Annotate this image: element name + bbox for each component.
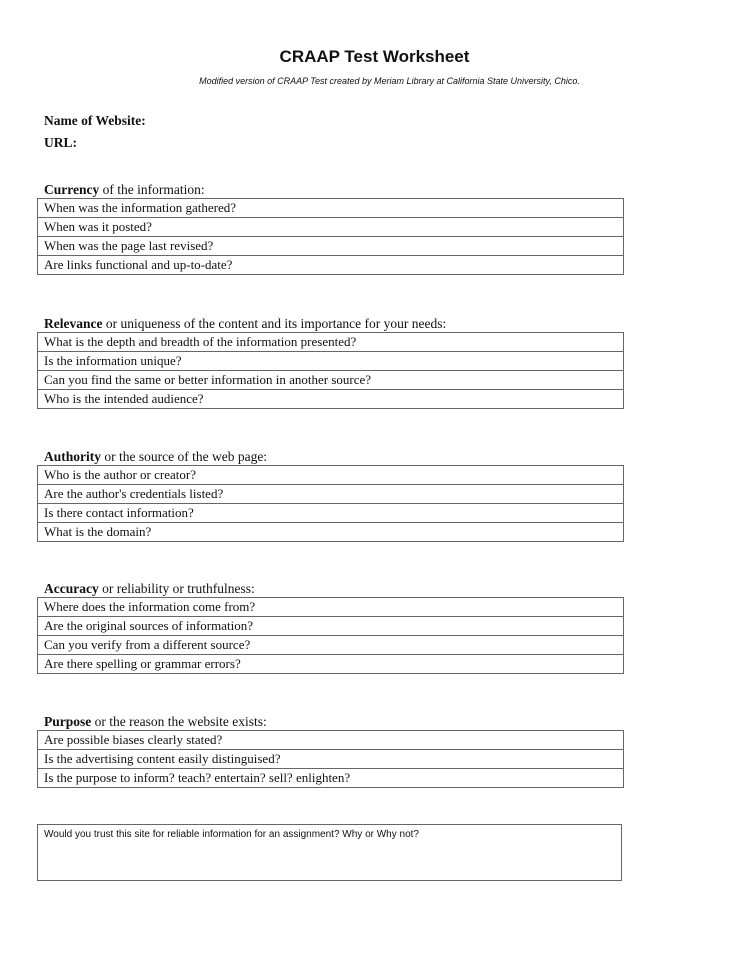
- table-row: [38, 333, 624, 352]
- section-heading: [37, 714, 624, 730]
- table-row: [38, 371, 624, 390]
- question-table: [37, 332, 624, 409]
- section-accuracy: [37, 581, 624, 674]
- table-row: [38, 485, 624, 504]
- question-cell[interactable]: Are there spelling or grammar errors?: [38, 655, 624, 674]
- question-cell[interactable]: Who is the intended audience?: [38, 390, 624, 409]
- table-row: [38, 769, 624, 788]
- table-row: [38, 617, 624, 636]
- question-cell[interactable]: What is the domain?: [38, 523, 624, 542]
- heading-keyword: Accuracy: [44, 581, 99, 596]
- heading-keyword: Currency: [44, 182, 100, 197]
- subtitle: Modified version of CRAAP Test created by Meriam Library at California State University, Chico.: [199, 76, 580, 86]
- question-cell[interactable]: Can you find the same or better information in another source?: [38, 371, 624, 390]
- question-cell[interactable]: Are links functional and up-to-date?: [38, 256, 624, 275]
- heading-text: or the reason the website exists:: [91, 714, 267, 729]
- question-cell[interactable]: Are possible biases clearly stated?: [38, 731, 624, 750]
- heading-text: of the information:: [99, 182, 205, 197]
- section-authority: [37, 449, 624, 542]
- question-cell[interactable]: What is the depth and breadth of the information presented?: [38, 333, 624, 352]
- table-row: [38, 199, 624, 218]
- heading-text: or uniqueness of the content and its importance for your needs:: [102, 316, 447, 331]
- table-row: [38, 390, 624, 409]
- question-table: [37, 597, 624, 674]
- table-row: [38, 598, 624, 617]
- heading-keyword: Relevance: [44, 316, 103, 331]
- section-heading: [37, 581, 624, 597]
- question-cell[interactable]: When was the information gathered?: [38, 199, 624, 218]
- question-cell[interactable]: Where does the information come from?: [38, 598, 624, 617]
- section-relevance: [37, 316, 624, 409]
- question-cell[interactable]: Can you verify from a different source?: [38, 636, 624, 655]
- question-cell[interactable]: Are the original sources of information?: [38, 617, 624, 636]
- question-cell[interactable]: Are the author's credentials listed?: [38, 485, 624, 504]
- table-row: [38, 750, 624, 769]
- section-heading: [37, 449, 624, 465]
- section-currency: [37, 182, 624, 275]
- table-row: [38, 655, 624, 674]
- table-row: [38, 523, 624, 542]
- url-label: URL:: [44, 135, 77, 150]
- final-question: Would you trust this site for reliable information for an assignment? Why or Why not?: [44, 829, 419, 840]
- heading-keyword: Purpose: [44, 714, 92, 729]
- question-table: [37, 198, 624, 275]
- question-table: [37, 465, 624, 542]
- section-heading: [37, 316, 624, 332]
- question-cell[interactable]: Is the information unique?: [38, 352, 624, 371]
- table-row: [38, 504, 624, 523]
- question-cell[interactable]: Is there contact information?: [38, 504, 624, 523]
- section-heading: [37, 182, 624, 198]
- table-row: [38, 218, 624, 237]
- question-table: [37, 730, 624, 788]
- table-row: [38, 256, 624, 275]
- page-title: CRAAP Test Worksheet: [279, 47, 470, 66]
- heading-text: or reliability or truthfulness:: [98, 581, 255, 596]
- table-row: [38, 466, 624, 485]
- heading-text: or the source of the web page:: [101, 449, 268, 464]
- website-name-label: Name of Website:: [44, 113, 146, 128]
- question-cell[interactable]: Is the advertising content easily distinguised?: [38, 750, 624, 769]
- final-question-box[interactable]: [37, 824, 622, 881]
- table-row: [38, 352, 624, 371]
- heading-keyword: Authority: [44, 449, 101, 464]
- section-purpose: [37, 714, 624, 788]
- question-cell[interactable]: When was it posted?: [38, 218, 624, 237]
- question-cell[interactable]: When was the page last revised?: [38, 237, 624, 256]
- table-row: [38, 237, 624, 256]
- table-row: [38, 731, 624, 750]
- table-row: [38, 636, 624, 655]
- question-cell[interactable]: Who is the author or creator?: [38, 466, 624, 485]
- question-cell[interactable]: Is the purpose to inform? teach? entertain? sell? enlighten?: [38, 769, 624, 788]
